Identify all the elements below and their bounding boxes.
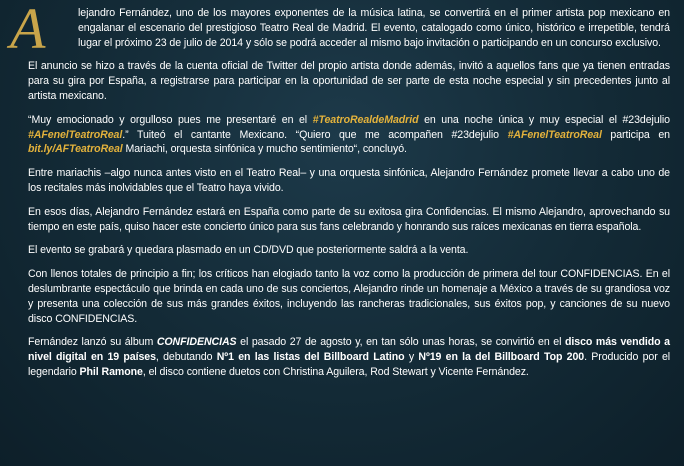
paragraph-4: Entre mariachis –algo nunca antes visto en el Teatro Real– y una orquesta sinfónica, Alejandro Fernández promete llevar a cabo uno de los recitales más inolvidables que el Teatro haya vivido.: [28, 167, 670, 194]
text: y: [404, 351, 419, 364]
paragraph-2: El anuncio se hizo a través de la cuenta oficial de Twitter del propio artista donde además, invitó a aquellos fans que ya tienen entradas para su gira por España, a registrarse para participar en la oportunidad de ser parte de esta noche especial y sin precedentes junto al artista mexicano.: [28, 60, 670, 102]
album-title: CONFIDENCIAS: [156, 336, 237, 349]
quote-text: participa en: [601, 128, 670, 141]
paragraph-3: [28, 113, 670, 157]
paragraph-5: En esos días, Alejandro Fernández estará en España como parte de su exitosa gira Confidencias. El mismo Alejandro, aprovechando su tiempo en este país, quiso hacer este concierto único para sus fans celebrando y honrando sus raíces mexicanas en tierra española.: [28, 205, 670, 233]
quote-text: Mariachi, orquesta sinfónica y mucho sentimiento“, concluyó.: [122, 143, 407, 156]
text: , debutando: [155, 351, 217, 364]
text: . Producido por el legendario: [28, 351, 671, 378]
text: Fernández lanzó su álbum: [28, 336, 157, 349]
contest-link[interactable]: bit.ly/AFTeatroReal: [28, 143, 123, 156]
paragraph-8: [28, 335, 670, 379]
hashtag-af-en-el-teatro-real[interactable]: #AFenelTeatroReal: [28, 128, 123, 141]
hashtag-af-en-el-teatro-real[interactable]: #AFenelTeatroReal: [507, 128, 602, 141]
hashtag-teatro-real-de-madrid[interactable]: #TeatroRealdeMadrid: [312, 113, 419, 126]
highlight-best-selling: disco más vendido a nivel digital en 19 países: [28, 336, 670, 364]
quote-text: .” Tuiteó el cantante Mexicano. “Quiero que me acompañen #23dejulio: [122, 128, 508, 141]
highlight-billboard-top-200: Nº19 en la del Billboard Top 200: [418, 351, 585, 364]
quote-text: en una noche única y muy especial el #23dejulio: [418, 113, 670, 126]
paragraph-6: El evento se grabará y quedara plasmado en un CD/DVD que posteriormente saldrá a la venta.: [28, 244, 469, 257]
text: el pasado 27 de agosto y, en tan sólo unas horas, se convirtió en el: [236, 336, 566, 349]
paragraph-1: lejandro Fernández, uno de los mayores exponentes de la música latina, se convertirá en el primer artista pop mexicano en engalanar el escenario del prestigioso Teatro Real de Madrid. El evento, catalogado como único, histórico e irrepetible, tendrá lugar el próximo 23 de julio de 2014 y sólo se podrá acceder al mismo bajo invitación o participando en un concurso exclusivo.: [78, 7, 670, 49]
drop-cap: A: [10, 0, 46, 61]
producer-name: Phil Ramone: [79, 365, 143, 378]
highlight-billboard-latino: Nº1 en las listas del Billboard Latino: [216, 351, 405, 364]
quote-text: “Muy emocionado y orgulloso pues me presentaré en el: [28, 113, 313, 126]
text: , el disco contiene duetos con Christina Aguilera, Rod Stewart y Vicente Fernández.: [142, 365, 529, 378]
paragraph-7: Con llenos totales de principio a fin; los críticos han elogiado tanto la voz como la producción de primera del tour CONFIDENCIAS. En el deslumbrante espectáculo que brinda en cada uno de sus conciertos, Alejandro rinde un homenaje a México a través de su grandiosa voz y presenta una colección de sus más grandes éxitos, incluyendo las rancheras tradicionales, sus éxitos pop, y canciones de su nuevo disco CONFIDENCIAS.: [28, 268, 670, 325]
